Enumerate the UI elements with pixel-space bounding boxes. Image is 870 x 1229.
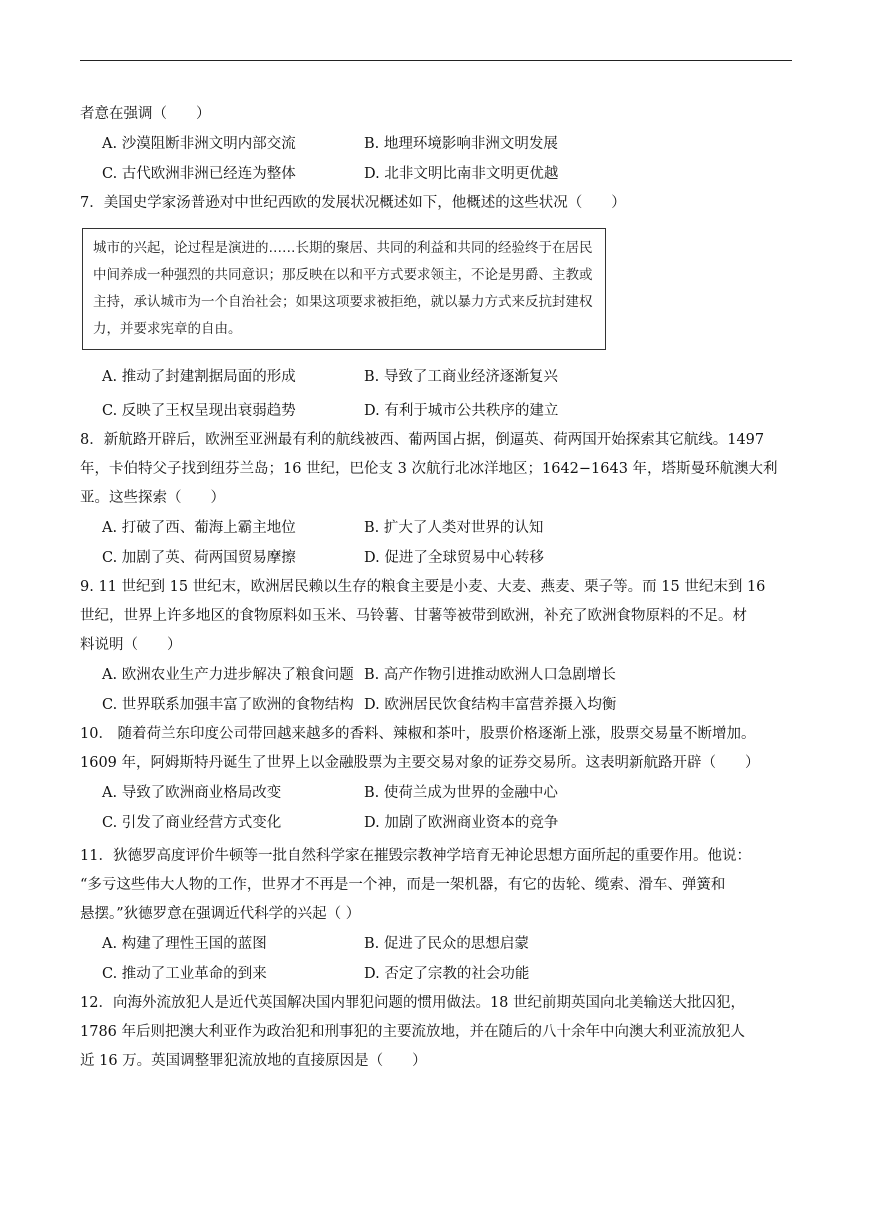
option-d[interactable]: D. 促进了全球贸易中心转移 (364, 550, 544, 566)
question-stem: 8．新航路开辟后，欧洲至亚洲最有利的航线被西、葡两国占据，倒逼英、荷两国开始探索其它航线。1497 (80, 432, 765, 448)
option-b[interactable]: B. 扩大了人类对世界的认知 (364, 520, 544, 536)
option-a[interactable]: A. 导致了欧洲商业格局改变 (102, 785, 282, 801)
question-7 (80, 189, 792, 426)
question-stem: 料说明（ ） (80, 637, 182, 653)
question-stem: 年，卡伯特父子找到纽芬兰岛；16 世纪，巴伦支 3 次航行北冰洋地区；1642−1643 年，塔斯曼环航澳大利 (80, 461, 778, 477)
question-stem: 亚。这些探索（ ） (80, 490, 225, 506)
option-c[interactable]: C. 反映了王权呈现出衰弱趋势 (102, 403, 296, 419)
option-c[interactable]: C. 古代欧洲非洲已经连为整体 (102, 166, 296, 182)
option-row (80, 929, 792, 959)
question-stem: 近 16 万。英国调整罪犯流放地的直接原因是（ ） (80, 1053, 427, 1069)
source-quote-box (82, 228, 606, 350)
option-row (80, 959, 792, 989)
question-stem: 1786 年后则把澳大利亚作为政治犯和刑事犯的主要流放地，并在随后的八十余年中向澳大利亚流放犯人 (80, 1024, 746, 1040)
option-a[interactable]: A. 欧洲农业生产力进步解决了粮食问题 (102, 667, 354, 683)
option-c[interactable]: C. 世界联系加强丰富了欧洲的食物结构 (102, 697, 354, 713)
option-row (80, 778, 792, 808)
option-row (80, 660, 792, 690)
option-row (80, 690, 792, 720)
option-a[interactable]: A. 构建了理性王国的蓝图 (102, 936, 267, 952)
question-8 (80, 426, 792, 573)
option-b[interactable]: B. 促进了民众的思想启蒙 (364, 936, 529, 952)
option-d[interactable]: D. 否定了宗教的社会功能 (364, 966, 530, 982)
option-a[interactable]: A. 推动了封建割据局面的形成 (102, 369, 296, 385)
option-d[interactable]: D. 加剧了欧洲商业资本的竞争 (364, 815, 559, 831)
question-11 (80, 842, 792, 989)
question-stem: 9. 11 世纪到 15 世纪末，欧洲居民赖以生存的粮食主要是小麦、大麦、燕麦、栗子等。而 15 世纪末到 16 (80, 579, 766, 595)
question-stem: 12．向海外流放犯人是近代英国解决国内罪犯问题的惯用做法。18 世纪前期英国向北美输送大批囚犯， (80, 995, 746, 1011)
question-stem: 7．美国史学家汤普逊对中世纪西欧的发展状况概述如下，他概述的这些状况（ ） (80, 195, 626, 211)
option-b[interactable]: B. 地理环境影响非洲文明发展 (364, 136, 558, 152)
option-c[interactable]: C. 加剧了英、荷两国贸易摩擦 (102, 550, 296, 566)
question-9 (80, 573, 792, 720)
question-stem: 1609 年，阿姆斯特丹诞生了世界上以金融股票为主要交易对象的证券交易所。这表明新航路开辟（ ） (80, 755, 760, 771)
option-d[interactable]: D. 北非文明比南非文明更优越 (364, 166, 559, 182)
question-stem: 11．狄德罗高度评价牛顿等一批自然科学家在摧毁宗教神学培育无神论思想方面所起的重要作用。他说： (80, 848, 751, 864)
option-b[interactable]: B. 高产作物引进推动欧洲人口急剧增长 (364, 667, 616, 683)
question-12 (80, 989, 792, 1076)
quote-line: 力，并要求宪章的自由。 (93, 321, 242, 337)
question-stem: 者意在强调（ ） (80, 106, 211, 122)
option-c[interactable]: C. 推动了工业革命的到来 (102, 966, 267, 982)
question-stem: 悬摆。”狄德罗意在强调近代科学的兴起（ ） (80, 906, 361, 922)
option-d[interactable]: D. 有利于城市公共秩序的建立 (364, 403, 559, 419)
quote-line: 中间养成一种强烈的共同意识；那反映在以和平方式要求领主，不论是男爵、主教或 (93, 267, 593, 283)
option-b[interactable]: B. 导致了工商业经济逐渐复兴 (364, 369, 558, 385)
option-row (80, 129, 792, 159)
question-stem: 10． 随着荷兰东印度公司带回越来越多的香料、辣椒和茶叶，股票价格逐渐上涨，股票交易量不断增加。 (80, 726, 756, 742)
quote-line: 城市的兴起，论过程是演进的……长期的聚居、共同的利益和共同的经验终于在居民 (93, 240, 593, 256)
option-d[interactable]: D. 欧洲居民饮食结构丰富营养摄入均衡 (364, 697, 617, 713)
option-b[interactable]: B. 使荷兰成为世界的金融中心 (364, 785, 558, 801)
option-row (80, 159, 792, 189)
option-a[interactable]: A. 沙漠阻断非洲文明内部交流 (102, 136, 296, 152)
question-10 (80, 720, 792, 838)
option-row (80, 543, 792, 573)
option-row (80, 362, 792, 392)
header-rule (80, 60, 792, 61)
option-c[interactable]: C. 引发了商业经营方式变化 (102, 815, 282, 831)
option-row (80, 396, 792, 426)
quote-line: 主持，承认城市为一个自治社会；如果这项要求被拒绝，就以暴力方式来反抗封建权 (93, 294, 593, 310)
question-6 (80, 100, 792, 189)
question-stem: 世纪，世界上许多地区的食物原料如玉米、马铃薯、甘薯等被带到欧洲，补充了欧洲食物原料的不足。材 (80, 608, 747, 624)
exam-page (80, 100, 792, 1076)
option-row (80, 808, 792, 838)
option-row (80, 513, 792, 543)
option-a[interactable]: A. 打破了西、葡海上霸主地位 (102, 520, 296, 536)
question-stem: “多亏这些伟大人物的工作，世界才不再是一个神，而是一架机器，有它的齿轮、缆索、滑车、弹簧和 (80, 877, 726, 893)
